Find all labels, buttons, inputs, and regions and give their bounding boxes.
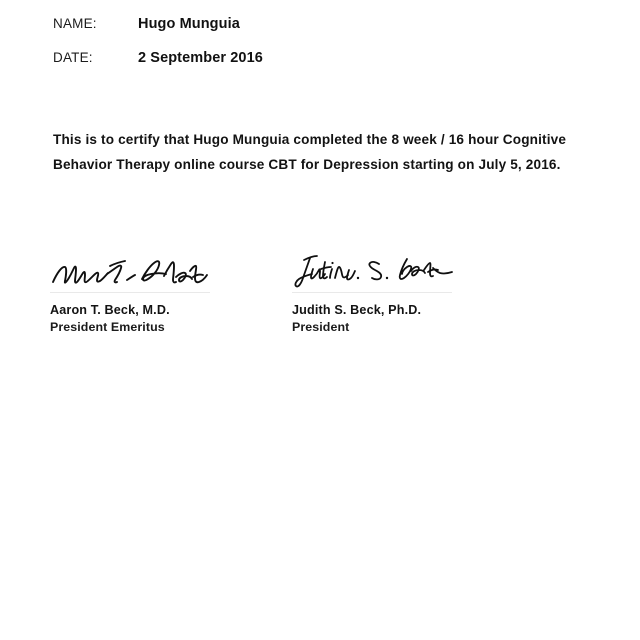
signatory-name: Aaron T. Beck, M.D. (50, 303, 170, 317)
certification-statement (53, 127, 567, 177)
signatory-name: Judith S. Beck, Ph.D. (292, 303, 422, 317)
name-field-row (53, 16, 240, 32)
signature-rule (50, 292, 210, 293)
aaron-t-beck-signature-icon (50, 248, 265, 292)
certification-statement-line-1: This is to certify that Hugo Munguia completed the 8 week / 16 hour Cognitive (53, 132, 567, 147)
signatory-title: President (292, 320, 350, 334)
name-label: NAME: (53, 16, 97, 31)
certification-statement-line-2: Behavior Therapy online course CBT for Depression starting on July 5, 2016. (53, 157, 561, 172)
signature-rule (292, 292, 452, 293)
name-value: Hugo Munguia (138, 16, 240, 32)
judith-s-beck-signature-icon (292, 248, 507, 292)
signatory-title: President Emeritus (50, 320, 165, 334)
date-value: 2 September 2016 (138, 50, 263, 66)
date-field-row (53, 50, 263, 66)
date-label: DATE: (53, 50, 93, 65)
signature-block-aaron-beck (50, 248, 265, 336)
signature-block-judith-beck (292, 248, 507, 336)
